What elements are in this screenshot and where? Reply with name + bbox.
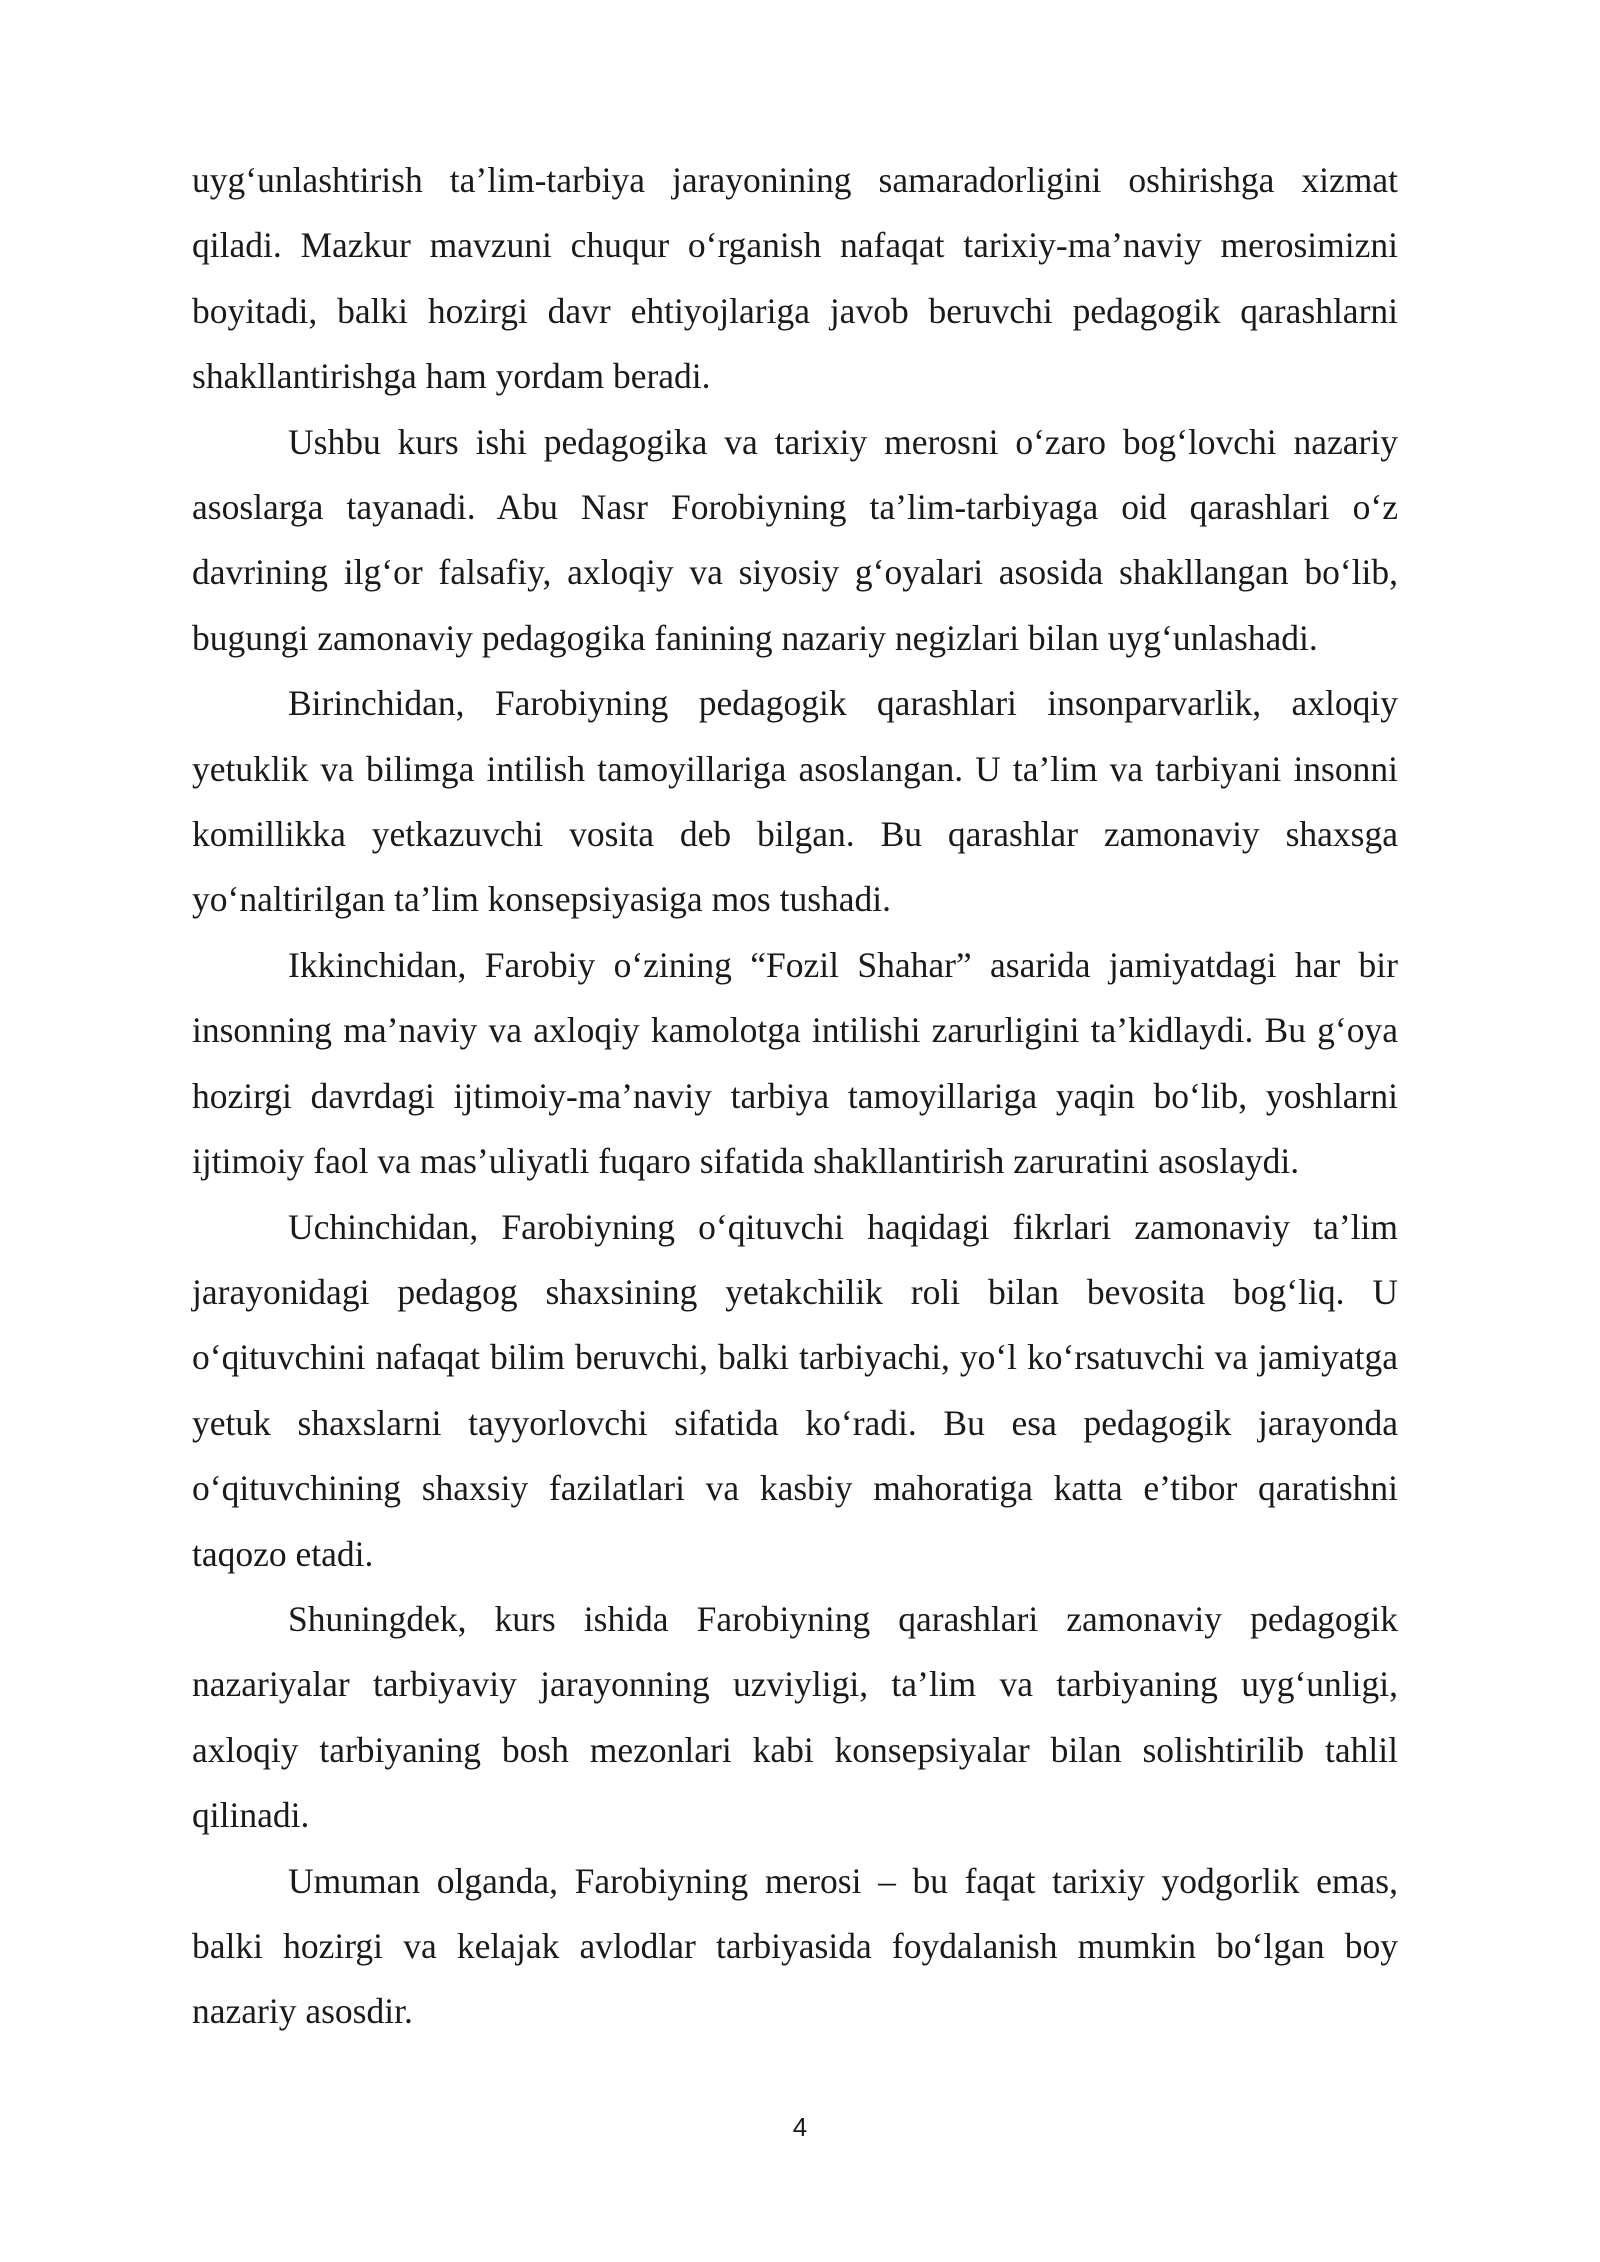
- page-number: 4: [792, 2112, 808, 2142]
- paragraph-first-point: Birinchidan, Farobiyning pedagogik qarashlari insonparvarlik, axloqiy yetuklik va bilimga intilish tamoyillariga asoslangan. U ta’lim va tarbiyani insonni komillikka yetkazuvchi vosita deb bilgan. Bu qarashlar zamonaviy shaxsga yo‘naltirilgan ta’lim konsepsiyasiga mos tushadi.: [192, 683, 1398, 920]
- paragraph-continuation: uyg‘unlashtirish ta’lim-tarbiya jarayonining samaradorligini oshirishga xizmat qiladi. Mazkur mavzuni chuqur o‘rganish nafaqat tarixiy-ma’naviy merosimizni boyitadi, balki hozirgi davr ehtiyojlariga javob beruvchi pedagogik qarashlarni shakllantirishga ham yordam beradi.: [192, 160, 1398, 397]
- paragraph-comparison: Shuningdek, kurs ishida Farobiyning qarashlari zamonaviy pedagogik nazariyalar tarbiyaviy jarayonning uzviyligi, ta’lim va tarbiyaning uyg‘unligi, axloqiy tarbiyaning bosh mezonlari kabi konsepsiyalar bilan solishtirilib tahlil qilinadi.: [192, 1598, 1398, 1836]
- paragraph-third-point: Uchinchidan, Farobiyning o‘qituvchi haqidagi fikrlari zamonaviy ta’lim jarayonidagi pedagog shaxsining yetakchilik roli bilan bevosita bog‘liq. U o‘qituvchini nafaqat bilim beruvchi, balki tarbiyachi, yo‘l ko‘rsatuvchi va jamiyatga yetuk shaxslarni tayyorlovchi sifatida ko‘radi. Bu esa pedagogik jarayonda o‘qituvchining shaxsiy fazilatlari va kasbiy mahoratiga katta e’tibor qaratishni taqozo etadi.: [192, 1206, 1398, 1574]
- paragraph-second-point: Ikkinchidan, Farobiy o‘zining “Fozil Shahar” asarida jamiyatdagi har bir insonning ma’naviy va axloqiy kamolotga intilishi zarurligini ta’kidlaydi. Bu g‘oya hozirgi davrdagi ijtimoiy-ma’naviy tarbiya tamoyillariga yaqin bo‘lib, yoshlarni ijtimoiy faol va mas’uliyatli fuqaro sifatida shakllantirish zaruratini asoslaydi.: [192, 944, 1398, 1182]
- paragraph-conclusion: Umuman olganda, Farobiyning merosi – bu faqat tarixiy yodgorlik emas, balki hozirgi va kelajak avlodlar tarbiyasida foydalanish mumkin bo‘lgan boy nazariy asosdir.: [192, 1860, 1398, 2032]
- paragraph-theoretical-basis: Ushbu kurs ishi pedagogika va tarixiy merosni o‘zaro bog‘lovchi nazariy asoslarga tayanadi. Abu Nasr Forobiyning ta’lim-tarbiyaga oid qarashlari o‘z davrining ilg‘or falsafiy, axloqiy va siyosiy g‘oyalari asosida shakllangan bo‘lib, bugungi zamonaviy pedagogika fanining nazariy negizlari bilan uyg‘unlashadi.: [192, 421, 1398, 658]
- body-text: [192, 148, 1398, 2045]
